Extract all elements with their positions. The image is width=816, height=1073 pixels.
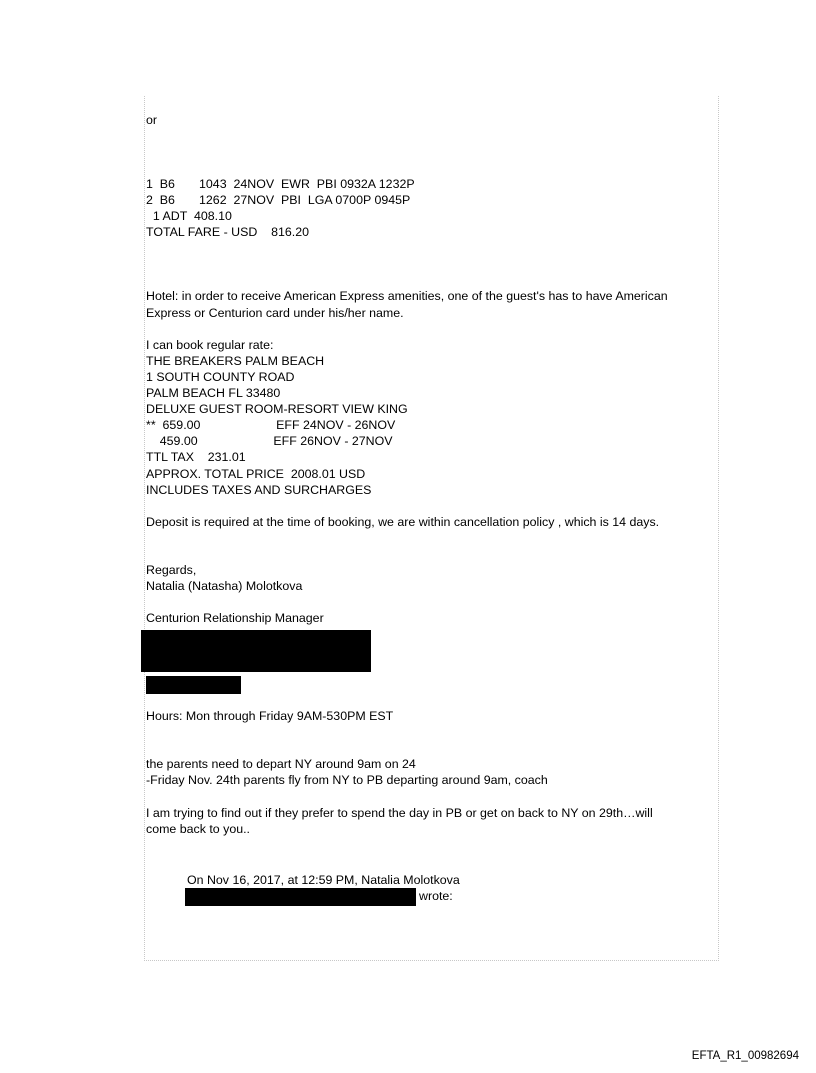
signer-title: Centurion Relationship Manager [146, 611, 324, 626]
deposit-note: Deposit is required at the time of booking, we are within cancellation policy , which is 14 days. [146, 514, 660, 529]
quote-header: On Nov 16, 2017, at 12:59 PM, Natalia Molotkova [187, 873, 460, 887]
itinerary-line: 2 B6 1262 27NOV PBI LGA 0700P 0945P [146, 193, 411, 208]
hotel-line: PALM BEACH FL 33480 [146, 386, 281, 401]
hotel-line: TTL TAX 231.01 [146, 450, 246, 465]
signer-name: Natalia (Natasha) Molotkova [146, 578, 303, 593]
hotel-line: I can book regular rate: [146, 337, 274, 352]
itinerary-line: 1 B6 1043 24NOV EWR PBI 0932A 1232P [146, 177, 415, 192]
hotel-line: THE BREAKERS PALM BEACH [146, 353, 325, 368]
hours: Hours: Mon through Friday 9AM-530PM EST [146, 709, 394, 724]
reply-followup: I am trying to find out if they prefer to spend the day in PB or get on back to NY on 29th…will come back to you.. [146, 805, 653, 836]
hotel-note: Hotel: in order to receive American Express amenities, one of the guest's has to have American Express or Centurion card under his/her name. [146, 289, 668, 320]
quote-wrote: wrote: [419, 889, 453, 904]
intro-text: or [146, 113, 158, 127]
signoff: Regards, [146, 562, 197, 577]
email-body [146, 112, 714, 837]
document-id: EFTA_R1_00982694 [691, 1050, 799, 1062]
reply-line: -Friday Nov. 24th parents fly from NY to PB departing around 9am, coach [146, 773, 548, 788]
hotel-line: INCLUDES TAXES AND SURCHARGES [146, 482, 372, 497]
flight-itinerary [146, 176, 714, 240]
hotel-line: APPROX. TOTAL PRICE 2008.01 USD [146, 466, 366, 481]
quote-header-block [187, 872, 460, 906]
hotel-line: 459.00 EFF 26NOV - 27NOV [146, 434, 393, 449]
hotel-line: ** 659.00 EFF 24NOV - 26NOV [146, 418, 396, 433]
total-fare: TOTAL FARE - USD 816.20 [146, 225, 309, 240]
hotel-line: 1 SOUTH COUNTY ROAD [146, 369, 295, 384]
redaction-block [141, 630, 371, 672]
redaction-block [146, 676, 241, 694]
hotel-line: DELUXE GUEST ROOM-RESORT VIEW KING [146, 402, 408, 417]
reply-line: the parents need to depart NY around 9am on 24 [146, 757, 416, 772]
redaction-block [185, 888, 416, 906]
hotel-details [146, 337, 714, 498]
itinerary-line: 1 ADT 408.10 [146, 209, 232, 224]
